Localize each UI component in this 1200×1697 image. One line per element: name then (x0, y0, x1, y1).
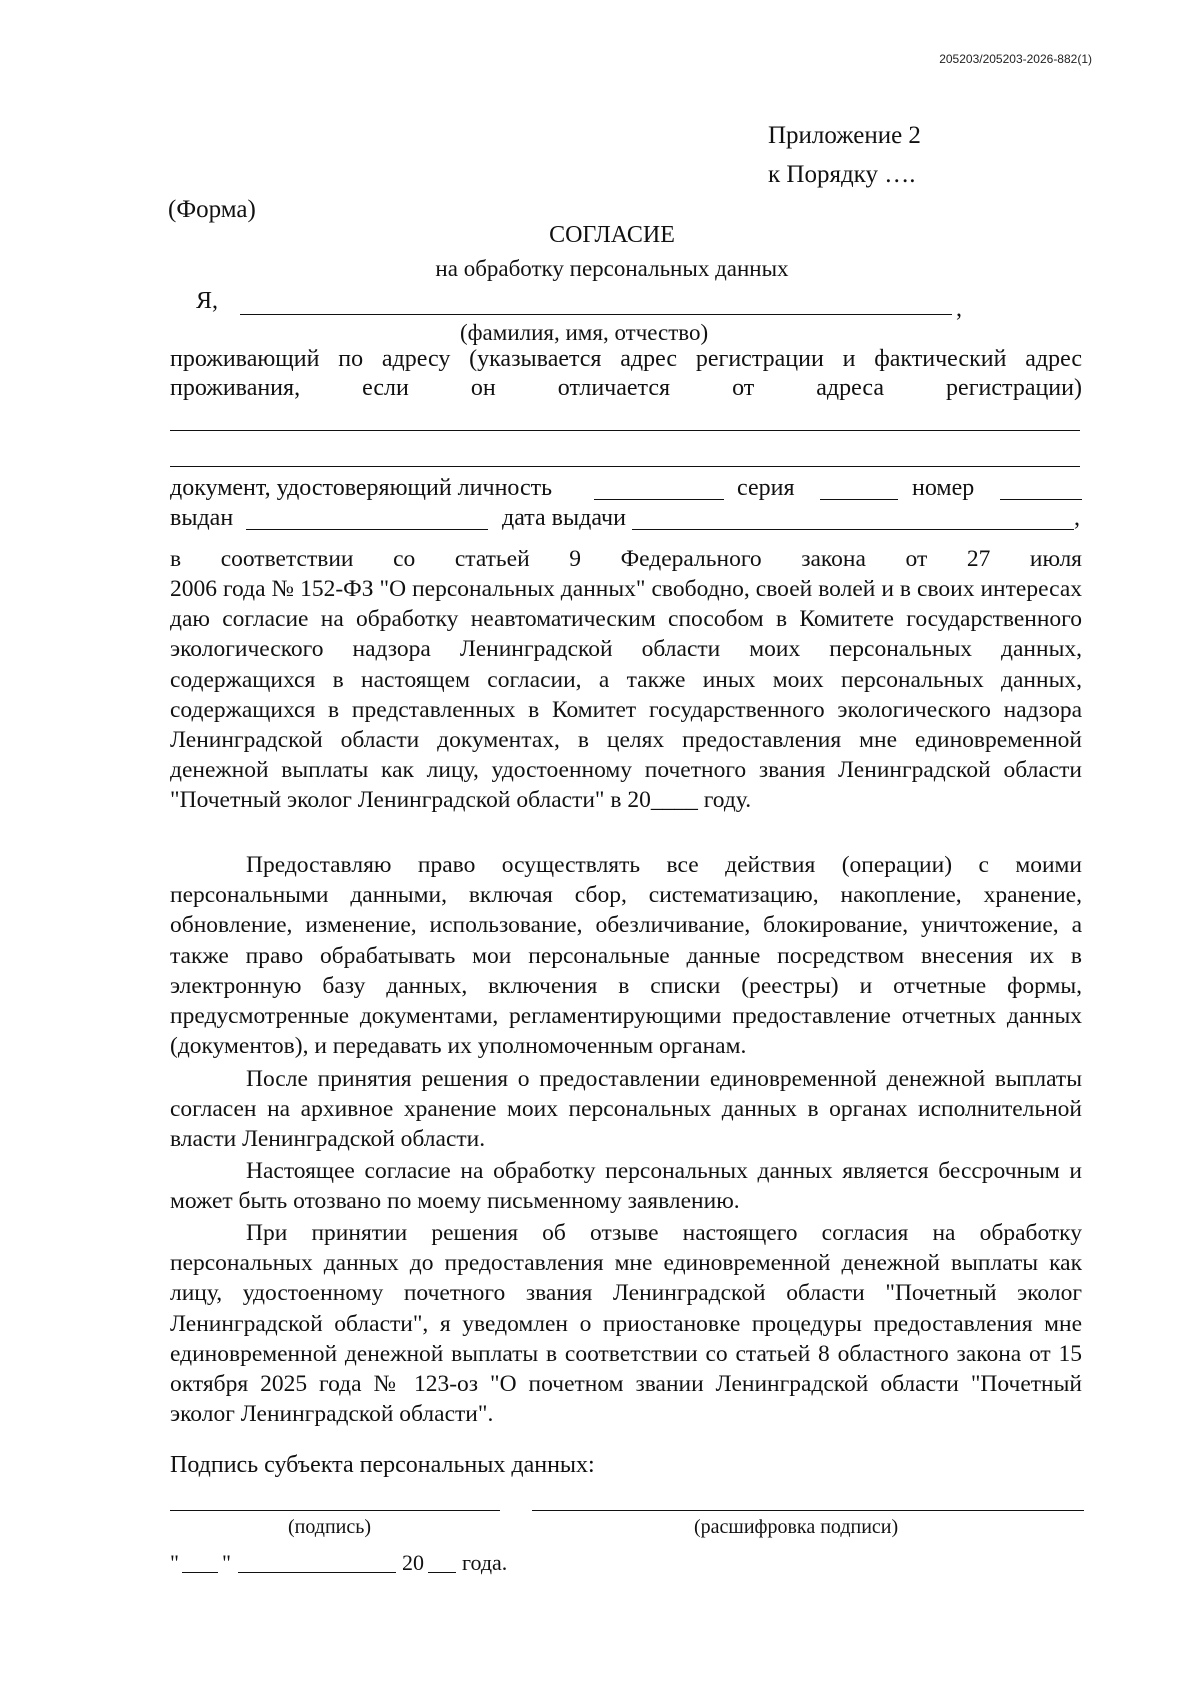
date-day-field[interactable] (182, 1572, 218, 1573)
consent-paragraph-2-text: Предоставляю право осуществлять все действия (операции) с моими персональными данными, включая сбор, систематизацию, накопление, хранение, обновление, изменение, использование, обезличивание, блокирование, уничтожение, а также право обрабатывать мои персональные данные посредством внесения их в электронную базу данных, включения в списки (реестры) и отчетные формы, предусмотренные документами, регламентирующими предоставление отчетных данных (документов), и передавать их уполномоченным органам. (170, 852, 1082, 1060)
address-field-line-2[interactable] (170, 466, 1080, 467)
appendix-reference (768, 116, 921, 194)
full-name-comma: , (956, 296, 962, 322)
document-registration-number: 205203/205203-2026-882(1) (939, 52, 1092, 66)
consent-paragraph-1-first-line: в соответствии со статьей 9 Федерального закона от 27 июля (170, 546, 1082, 572)
address-instruction-line-2: проживания, если он отличается от адреса регистрации) (170, 375, 1082, 401)
signature-decoding-caption: (расшифровка подписи) (694, 1516, 899, 1538)
id-document-label: документ, удостоверяющий личность (170, 475, 553, 501)
number-field[interactable] (1000, 499, 1082, 500)
issue-date-label: дата выдачи (502, 505, 626, 531)
id-document-row (170, 472, 1082, 502)
issued-by-field[interactable] (246, 529, 488, 530)
date-close-quote: " (222, 1550, 231, 1575)
full-name-caption: (фамилия, имя, отчество) (460, 320, 709, 345)
consent-paragraph-5 (170, 1218, 1082, 1429)
consent-paragraph-3 (170, 1064, 1082, 1155)
ya-label: Я, (196, 288, 219, 314)
date-year-field[interactable] (428, 1572, 456, 1573)
signature-label: Подпись субъекта персональных данных: (170, 1452, 595, 1478)
document-title: СОГЛАСИЕ (549, 222, 675, 248)
consent-paragraph-2 (170, 850, 1082, 1061)
consent-paragraph-3-text: После принятия решения о предоставлении единовременной денежной выплаты согласен на архивное хранение моих персональных данных в органах исполнительной власти Ленинградской области. (170, 1066, 1082, 1153)
issue-date-field[interactable] (632, 529, 1074, 530)
address-field-line-1[interactable] (170, 430, 1080, 431)
appendix-line-1: Приложение 2 (768, 122, 921, 149)
issue-date-comma: , (1074, 505, 1080, 531)
id-document-field[interactable] (594, 499, 724, 500)
consent-paragraph-4 (170, 1156, 1082, 1216)
address-instruction-line-1: проживающий по адресу (указывается адрес регистрации и фактический адрес (170, 346, 1082, 372)
consent-paragraph-4-text: Настоящее согласие на обработку персональных данных является бессрочным и может быть отозвано по моему письменному заявлению. (170, 1158, 1082, 1215)
signature-date-row (170, 1546, 770, 1576)
date-year-prefix: 20 (402, 1550, 424, 1575)
series-field[interactable] (820, 499, 898, 500)
signature-field[interactable] (170, 1510, 500, 1511)
signature-decoding-field[interactable] (532, 1510, 1084, 1511)
document-subtitle: на обработку персональных данных (435, 256, 789, 281)
series-label: серия (737, 475, 795, 501)
signature-caption: (подпись) (288, 1516, 372, 1538)
appendix-line-2: к Порядку …. (768, 161, 916, 188)
number-label: номер (912, 475, 975, 501)
issued-by-label: выдан (170, 505, 234, 531)
date-year-suffix: года. (462, 1550, 508, 1575)
consent-paragraph-5-text: При принятии решения об отзыве настоящего согласия на обработку персональных данных до предоставления мне единовременной денежной выплаты как лицу, удостоенному почетного звания Ленинградской области "Почетный эколог Ленинградской области", я уведомлен о приостановке процедуры предоставления мне единовременной денежной выплаты в соответствии со статьей 8 областного закона от 15 октября 2025 года № 123-оз "О почетном звании Ленинградской области "Почетный эколог Ленинградской области". (170, 1220, 1082, 1428)
date-month-field[interactable] (238, 1572, 396, 1573)
consent-paragraph-1: 2006 года № 152-ФЗ "О персональных данных" свободно, своей волей и в своих интересах даю согласие на обработку неавтоматическим способом в Комитете государственного экологического надзора Ленинградской области моих персональных данных, содержащихся в настоящем согласии, а также иных моих персональных данных, содержащихся в представленных в Комитет государственного экологического надзора Ленинградской области документах, в целях предоставления мне единовременной денежной выплаты как лицу, удостоенному почетного звания Ленинградской области "Почетный эколог Ленинградской области" в 20____ году. (170, 576, 1082, 814)
issued-row (170, 502, 1082, 532)
form-marker: (Форма) (168, 196, 256, 223)
full-name-field[interactable] (240, 314, 952, 315)
date-open-quote: " (170, 1550, 179, 1575)
